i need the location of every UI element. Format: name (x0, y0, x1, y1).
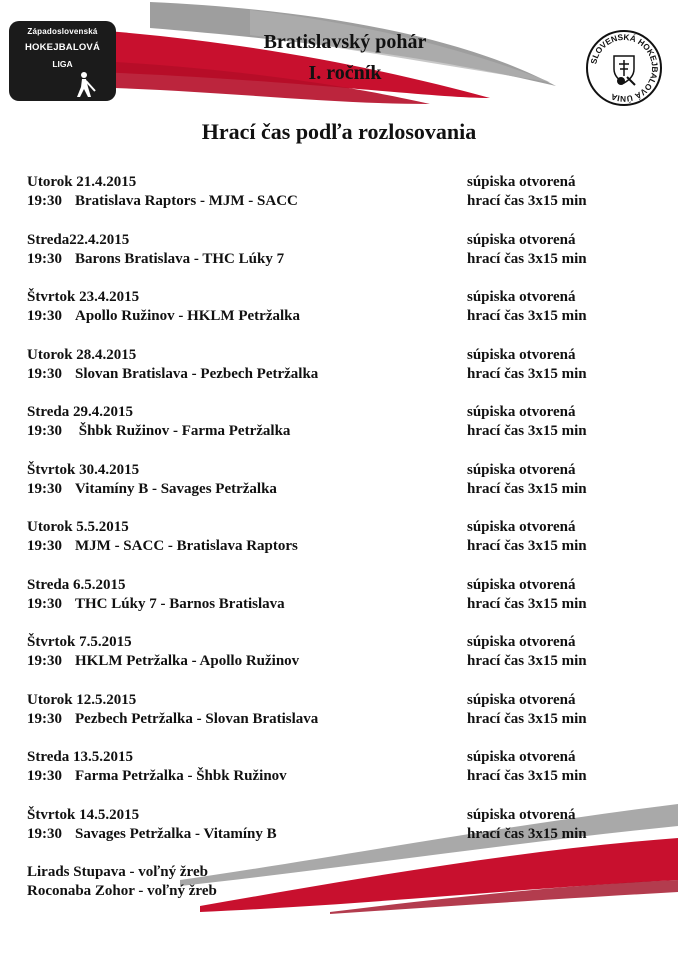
match-status (467, 173, 576, 192)
play-time: hrací čas 3x15 min (467, 193, 587, 209)
match-time: 19:30 (27, 711, 62, 727)
match-duration (467, 652, 587, 671)
play-time: hrací čas 3x15 min (467, 768, 587, 784)
match-status (467, 691, 576, 710)
cup-title: Bratislavský pohár (263, 31, 427, 53)
play-time: hrací čas 3x15 min (467, 251, 587, 267)
match-time: 19:30 (27, 481, 62, 497)
match-date: Utorok 5.5.2015 (27, 519, 129, 535)
match-teams: Farma Petržalka - Šhbk Ružinov (75, 768, 287, 784)
match-status (467, 806, 576, 825)
bye-item: Lirads Stupava - voľný žreb (27, 864, 208, 880)
play-time: hrací čas 3x15 min (467, 481, 587, 497)
match-line (27, 767, 287, 786)
match-time: 19:30 (27, 251, 62, 267)
roster-status: súpiska otvorená (467, 807, 576, 823)
match-time: 19:30 (27, 193, 62, 209)
match-date: Utorok 12.5.2015 (27, 692, 137, 708)
match-status (467, 346, 576, 365)
match-teams: MJM - SACC - Bratislava Raptors (75, 538, 298, 554)
match-line (27, 192, 298, 211)
match-day (27, 288, 139, 307)
roster-status: súpiska otvorená (467, 692, 576, 708)
match-date: Štvrtok 23.4.2015 (27, 289, 140, 305)
match-line (27, 422, 290, 441)
match-teams: Bratislava Raptors - MJM - SACC (75, 193, 298, 209)
match-time: 19:30 (27, 538, 62, 554)
roster-status: súpiska otvorená (467, 519, 576, 535)
roster-status: súpiska otvorená (467, 174, 576, 190)
roster-status: súpiska otvorená (467, 462, 576, 478)
match-duration (467, 595, 587, 614)
play-time: hrací čas 3x15 min (467, 711, 587, 727)
match-day (27, 403, 133, 422)
match-date: Streda 6.5.2015 (27, 577, 126, 593)
roster-status: súpiska otvorená (467, 404, 576, 420)
match-line (27, 825, 277, 844)
match-date: Streda22.4.2015 (27, 232, 130, 248)
play-time: hrací čas 3x15 min (467, 538, 587, 554)
match-time: 19:30 (27, 826, 62, 842)
match-teams: HKLM Petržalka - Apollo Ružinov (75, 653, 300, 669)
match-line (27, 710, 318, 729)
match-day (27, 806, 139, 825)
match-day (27, 633, 132, 652)
match-date: Štvrtok 7.5.2015 (27, 634, 132, 650)
match-status (467, 288, 576, 307)
match-line (27, 652, 299, 671)
bottom-brush (180, 804, 678, 914)
roster-status: súpiska otvorená (467, 577, 576, 593)
match-status (467, 231, 576, 250)
match-teams: THC Lúky 7 - Barnos Bratislava (75, 596, 285, 612)
match-day (27, 691, 136, 710)
match-line (27, 537, 298, 556)
match-date: Utorok 28.4.2015 (27, 347, 137, 363)
match-status (467, 461, 576, 480)
play-time: hrací čas 3x15 min (467, 366, 587, 382)
match-duration (467, 307, 587, 326)
match-duration (467, 710, 587, 729)
match-line (27, 365, 318, 384)
match-status (467, 518, 576, 537)
match-teams: Šhbk Ružinov - Farma Petržalka (75, 423, 291, 439)
match-duration (467, 422, 587, 441)
logo-line-liga: LIGA (52, 59, 73, 69)
match-date: Streda 13.5.2015 (27, 749, 133, 765)
match-date: Utorok 21.4.2015 (27, 174, 137, 190)
match-time: 19:30 (27, 768, 62, 784)
match-time: 19:30 (27, 308, 62, 324)
match-day (27, 461, 139, 480)
match-teams: Savages Petržalka - Vitamíny B (75, 826, 277, 842)
play-time: hrací čas 3x15 min (467, 308, 587, 324)
match-status (467, 403, 576, 422)
match-duration (467, 365, 587, 384)
match-duration (467, 537, 587, 556)
match-date: Streda 29.4.2015 (27, 404, 133, 420)
roster-status: súpiska otvorená (467, 347, 576, 363)
match-day (27, 346, 136, 365)
logo-line-hokejbalova: HOKEJBALOVÁ (24, 42, 101, 53)
match-time: 19:30 (27, 653, 62, 669)
match-line (27, 250, 284, 269)
match-day (27, 518, 129, 537)
play-time: hrací čas 3x15 min (467, 653, 587, 669)
match-teams: Slovan Bratislava - Pezbech Petržalka (75, 366, 319, 382)
play-time: hrací čas 3x15 min (467, 596, 587, 612)
play-time: hrací čas 3x15 min (467, 826, 587, 842)
match-day (27, 173, 136, 192)
union-logo-text: SLOVENSKÁ HOKEJBALOVÁ ÚNIA (588, 31, 661, 105)
match-line (27, 480, 277, 499)
match-day (27, 576, 125, 595)
match-status (467, 748, 576, 767)
logo-line-region: Západoslovenská (27, 27, 98, 36)
roster-status: súpiska otvorená (467, 749, 576, 765)
page-title: Hrací čas podľa rozlosovania (201, 119, 477, 144)
match-day (27, 748, 133, 767)
match-date: Štvrtok 30.4.2015 (27, 462, 140, 478)
match-time: 19:30 (27, 596, 62, 612)
match-line (27, 595, 285, 614)
match-duration (467, 825, 587, 844)
match-duration (467, 767, 587, 786)
match-duration (467, 250, 587, 269)
bye-item: Roconaba Zohor - voľný žreb (27, 883, 217, 899)
match-day (27, 231, 129, 250)
match-time: 19:30 (27, 366, 62, 382)
cup-edition: I. ročník (308, 62, 382, 84)
match-line (27, 307, 300, 326)
match-teams: Barons Bratislava - THC Lúky 7 (75, 251, 285, 267)
match-date: Štvrtok 14.5.2015 (27, 807, 140, 823)
roster-status: súpiska otvorená (467, 289, 576, 305)
match-teams: Apollo Ružinov - HKLM Petržalka (75, 308, 300, 324)
match-duration (467, 480, 587, 499)
roster-status: súpiska otvorená (467, 634, 576, 650)
roster-status: súpiska otvorená (467, 232, 576, 248)
match-status (467, 576, 576, 595)
match-time: 19:30 (27, 423, 62, 439)
match-teams: Pezbech Petržalka - Slovan Bratislava (75, 711, 319, 727)
play-time: hrací čas 3x15 min (467, 423, 587, 439)
match-status (467, 633, 576, 652)
match-teams: Vitamíny B - Savages Petržalka (75, 481, 277, 497)
match-duration (467, 192, 587, 211)
